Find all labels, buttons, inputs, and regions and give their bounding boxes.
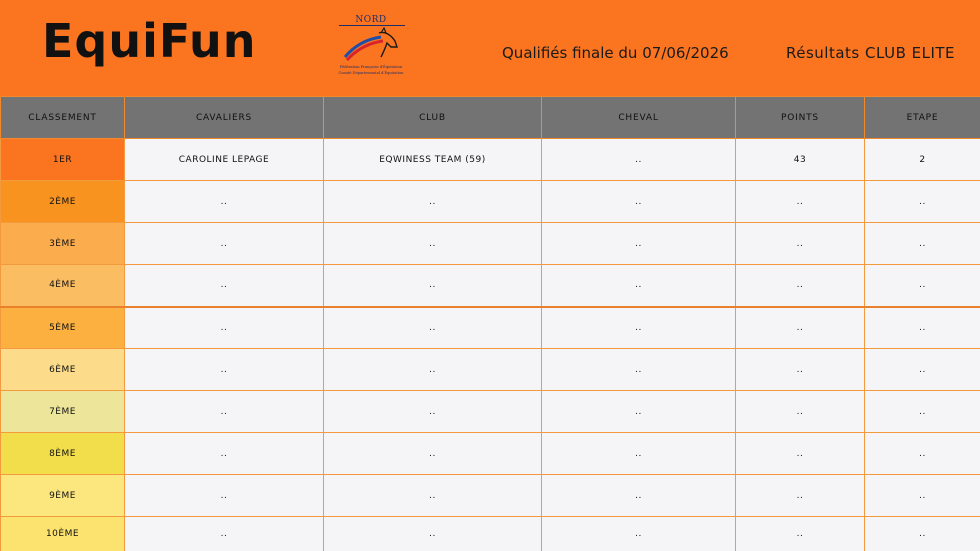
cheval-cell: .. [542, 307, 736, 349]
points-cell: .. [736, 433, 865, 475]
rank-cell: 3ÈME [1, 223, 125, 265]
rank-cell: 9ÈME [1, 475, 125, 517]
points-cell: .. [736, 265, 865, 307]
logo-federation: Fédération Française d'Équitation [339, 65, 403, 69]
cavalier-cell: .. [125, 349, 324, 391]
club-cell: .. [324, 181, 542, 223]
rank-cell: 5ÈME [1, 307, 125, 349]
cavalier-cell: .. [125, 307, 324, 349]
column-header-classement: CLASSEMENT [1, 97, 125, 139]
cheval-cell: .. [542, 181, 736, 223]
column-header-club: CLUB [324, 97, 542, 139]
cavalier-cell: .. [125, 391, 324, 433]
etape-cell: .. [865, 391, 980, 433]
results-table [0, 96, 980, 551]
points-cell: .. [736, 391, 865, 433]
cavalier-cell: .. [125, 181, 324, 223]
rank-cell: 2ÈME [1, 181, 125, 223]
table-header-row [1, 97, 980, 139]
club-cell: .. [324, 265, 542, 307]
club-cell: .. [324, 349, 542, 391]
column-header-cheval: CHEVAL [542, 97, 736, 139]
cavalier-cell: .. [125, 223, 324, 265]
points-cell: .. [736, 307, 865, 349]
club-cell: .. [324, 223, 542, 265]
etape-cell: .. [865, 181, 980, 223]
points-cell: 43 [736, 139, 865, 181]
table-row [1, 139, 980, 181]
table-row [1, 475, 980, 517]
points-cell: .. [736, 517, 865, 551]
table-row [1, 181, 980, 223]
table-row [1, 265, 980, 307]
cavalier-cell: .. [125, 475, 324, 517]
rank-cell: 7ÈME [1, 391, 125, 433]
table-row [1, 307, 980, 349]
table-row [1, 433, 980, 475]
club-cell: .. [324, 517, 542, 551]
ffe-nord-logo [333, 13, 409, 83]
header [0, 0, 980, 96]
cheval-cell: .. [542, 475, 736, 517]
logo-comite: Comité Départemental d'Équitation [338, 71, 404, 75]
etape-cell: .. [865, 223, 980, 265]
cavalier-cell: CAROLINE LEPAGE [125, 139, 324, 181]
etape-cell: .. [865, 475, 980, 517]
etape-cell: .. [865, 349, 980, 391]
points-cell: .. [736, 475, 865, 517]
club-cell: .. [324, 433, 542, 475]
points-cell: .. [736, 349, 865, 391]
table-row [1, 223, 980, 265]
club-cell: .. [324, 391, 542, 433]
etape-cell: .. [865, 265, 980, 307]
etape-cell: .. [865, 517, 980, 551]
cheval-cell: .. [542, 265, 736, 307]
qualification-date: Qualifiés finale du 07/06/2026 [502, 44, 729, 62]
cheval-cell: .. [542, 517, 736, 551]
rank-cell: 6ÈME [1, 349, 125, 391]
etape-cell: .. [865, 307, 980, 349]
table-row [1, 349, 980, 391]
cavalier-cell: .. [125, 517, 324, 551]
table-row [1, 517, 980, 551]
logo-rule [339, 25, 405, 26]
table-body [1, 139, 980, 551]
points-cell: .. [736, 181, 865, 223]
etape-cell: 2 [865, 139, 980, 181]
cheval-cell: .. [542, 139, 736, 181]
column-header-points: POINTS [736, 97, 865, 139]
horse-head-icon [341, 27, 401, 63]
club-cell: EQWINESS TEAM (59) [324, 139, 542, 181]
rank-cell: 10ÈME [1, 517, 125, 551]
club-cell: .. [324, 307, 542, 349]
brand-title: EquiFun [42, 14, 257, 68]
rank-cell: 8ÈME [1, 433, 125, 475]
logo-region: NORD [355, 15, 387, 25]
cavalier-cell: .. [125, 433, 324, 475]
rank-cell: 4ÈME [1, 265, 125, 307]
cheval-cell: .. [542, 433, 736, 475]
column-header-etape: ETAPE [865, 97, 980, 139]
etape-cell: .. [865, 433, 980, 475]
cheval-cell: .. [542, 223, 736, 265]
cheval-cell: .. [542, 349, 736, 391]
cavalier-cell: .. [125, 265, 324, 307]
club-cell: .. [324, 475, 542, 517]
table-row [1, 391, 980, 433]
results-category: Résultats CLUB ELITE [786, 44, 956, 62]
cheval-cell: .. [542, 391, 736, 433]
rank-cell: 1ER [1, 139, 125, 181]
points-cell: .. [736, 223, 865, 265]
column-header-cavaliers: CAVALIERS [125, 97, 324, 139]
